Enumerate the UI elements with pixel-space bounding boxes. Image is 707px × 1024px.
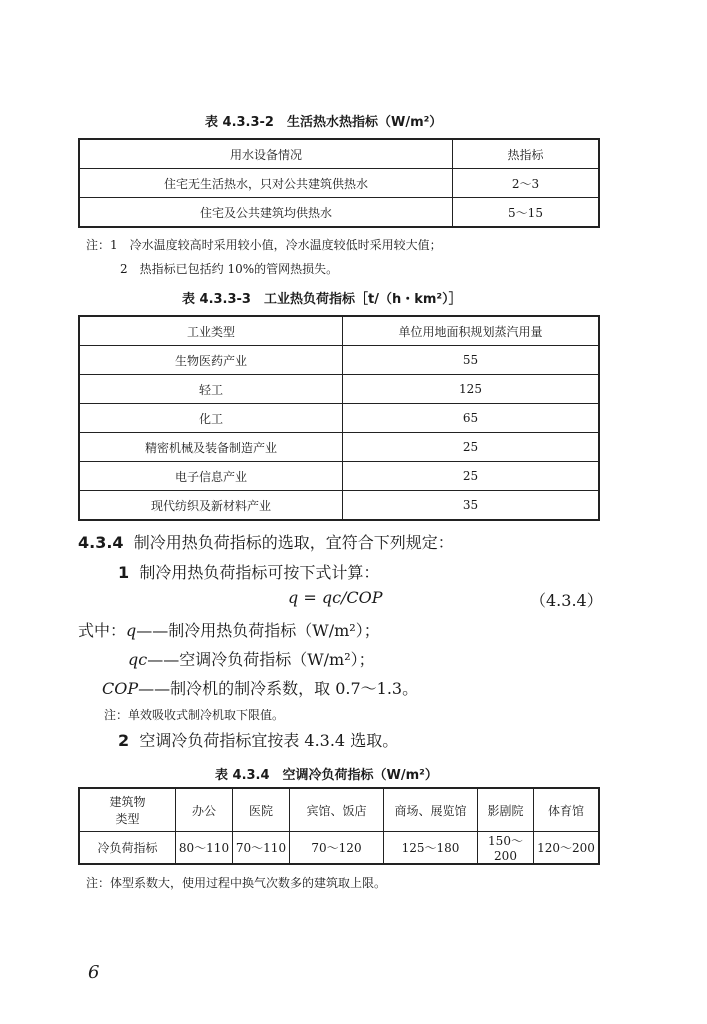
table-cell: 5～15 [453,198,600,228]
table-header: 单位用地面积规划蒸汽用量 [343,316,600,346]
definition-text: ——制冷机的制冷系数，取 0.7～1.3。 [138,679,419,698]
item-1 [118,560,379,583]
table1-note-1: 注：1 冷水温度较高时采用较小值，冷水温度较低时采用较大值； [86,238,442,252]
table-header: 工业类型 [79,316,343,346]
table-cell: 精密机械及装备制造产业 [79,433,343,462]
header-line: 建筑物 [109,795,146,809]
item-text: 制冷用热负荷指标可按下式计算： [139,563,380,582]
table1 [78,138,600,228]
table3-note: 注：体型系数大，使用过程中换气次数多的建筑取上限。 [86,876,387,890]
table-cell: 住宅及公共建筑均供热水 [79,198,453,228]
item-2 [118,728,398,751]
table-row [79,346,599,375]
table-cell: 80～110 [176,832,233,865]
table-cell: 2～3 [453,169,600,198]
table-cell: 150～200 [478,832,534,865]
table-header: 用水设备情况 [79,139,453,169]
table-row [79,375,599,404]
table-row [79,139,599,169]
table-cell: 70～110 [233,832,290,865]
section-heading [78,530,454,553]
table-cell: 55 [343,346,600,375]
table-header: 影剧院 [478,788,534,832]
table1-caption: 表 4.3.3-2 生活热水热指标（W/m²） [205,115,443,130]
table2 [78,315,600,521]
row-label: 冷负荷指标 [79,832,176,865]
table-header: 体育馆 [534,788,600,832]
formula-number: （4.3.4） [530,591,603,610]
table-header: 医院 [233,788,290,832]
table-cell: 生物医药产业 [79,346,343,375]
section-note: 注：单效吸收式制冷机取下限值。 [104,708,285,722]
table-row [79,169,599,198]
table-header [79,788,176,832]
item-number: 2 [118,731,130,750]
table-cell: 轻工 [79,375,343,404]
symbol-cop: COP [102,679,139,698]
table-cell: 120～200 [534,832,600,865]
table-cell: 70～120 [290,832,384,865]
where-prefix: 式中： [78,621,127,640]
table3-caption: 表 4.3.4 空调冷负荷指标（W/m²） [215,768,438,783]
table-row [79,832,599,865]
table-cell: 现代纺织及新材料产业 [79,491,343,521]
table-row [79,788,599,832]
header-line: 类型 [115,812,140,826]
table-cell: 25 [343,433,600,462]
symbol-qc: qc [128,650,148,669]
definition-q [78,618,380,641]
formula: q = qc/COP [288,588,383,607]
table-row [79,433,599,462]
table-cell: 35 [343,491,600,521]
symbol-q: q [126,621,137,640]
table1-note-2: 2 热指标已包括约 10%的管网热损失。 [120,262,339,276]
page-number: 6 [88,962,100,983]
definition-text: ——制冷用热负荷指标（W/m²）； [136,621,380,640]
table-row [79,404,599,433]
table-cell: 25 [343,462,600,491]
table-row [79,316,599,346]
table-row [79,491,599,521]
section-title: 制冷用热负荷指标的选取，宜符合下列规定： [133,533,454,552]
section-number: 4.3.4 [78,533,124,552]
item-text: 空调冷负荷指标宜按表 4.3.4 选取。 [139,731,399,750]
table-cell: 电子信息产业 [79,462,343,491]
item-number: 1 [118,563,130,582]
table-header: 商场、展览馆 [384,788,478,832]
table-header: 办公 [176,788,233,832]
table-row [79,198,599,228]
definition-qc [128,647,375,670]
table-header: 热指标 [453,139,600,169]
table-cell: 125 [343,375,600,404]
table-cell: 住宅无生活热水，只对公共建筑供热水 [79,169,453,198]
definition-text: ——空调冷负荷指标（W/m²）； [147,650,375,669]
definition-cop [102,676,418,699]
table-cell: 化工 [79,404,343,433]
table2-caption: 表 4.3.3-3 工业热负荷指标［t/（h・km²）］ [182,292,462,307]
table-cell: 65 [343,404,600,433]
table-header: 宾馆、饭店 [290,788,384,832]
table-cell: 125～180 [384,832,478,865]
table3 [78,787,600,865]
table-row [79,462,599,491]
